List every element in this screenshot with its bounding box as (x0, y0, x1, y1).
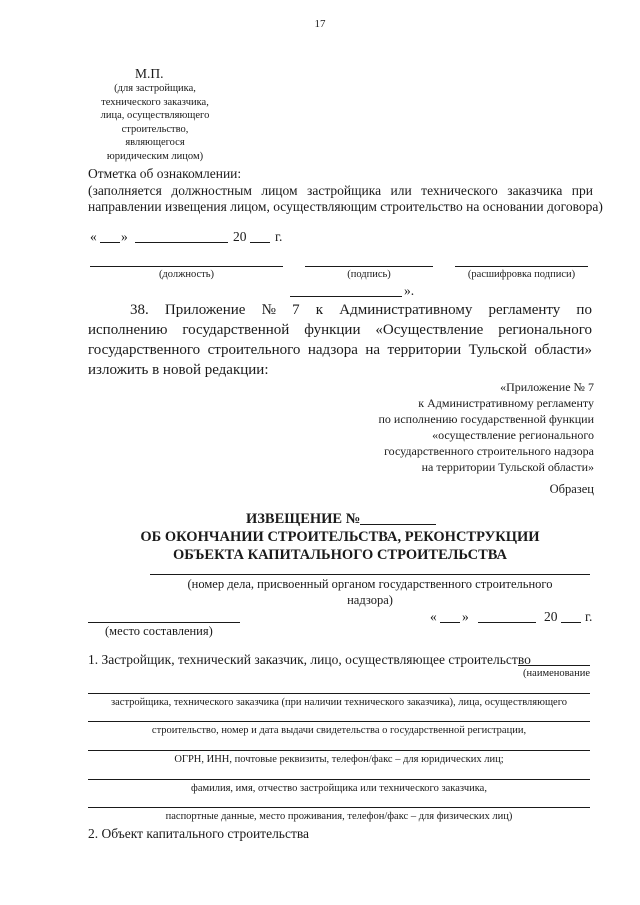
seal-note-line: (для застройщика, (114, 83, 196, 94)
ack-day-line (100, 242, 120, 243)
section1-title: 1. Застройщик, технический заказчик, лицо, осуществляющее строительство (88, 652, 531, 667)
clause-word: Административному (339, 302, 473, 318)
acknowledgement-title: Отметка об ознакомлении: (88, 166, 242, 181)
signature-decoding-line (455, 266, 588, 267)
case-number-line (150, 574, 590, 575)
notice-title1: ИЗВЕЩЕНИЕ № (246, 511, 361, 527)
section1-caption: (наименование (523, 668, 590, 679)
seal-label: М.П. (135, 66, 164, 81)
notice-day-line (440, 622, 460, 623)
section1-caption: ОГРН, ИНН, почтовые реквизиты, телефон/факс – для юридических лиц; (174, 754, 504, 765)
notice-date-year: 20 (544, 609, 558, 624)
ack-date-year: 20 (233, 229, 247, 244)
clause-line1 (130, 302, 592, 319)
seal-note-line: являющегося (125, 137, 185, 148)
notice-title2: ОБ ОКОНЧАНИИ СТРОИТЕЛЬСТВА, РЕКОНСТРУКЦИИ (140, 529, 540, 545)
section2-title: 2. Объект капитального строительства (88, 826, 310, 841)
notice-date-suffix: г. (585, 609, 593, 624)
ack-date-mid: » (121, 229, 128, 244)
clause-word: регламенту (488, 302, 561, 318)
clause-number: 38. (130, 302, 149, 318)
section1-caption: фамилия, имя, отчество застройщика или технического заказчика, (191, 783, 487, 794)
seal-note-line: технического заказчика, (101, 96, 209, 108)
appendix-header-line: «Приложение № 7 (500, 380, 594, 394)
seal-note-line: лица, осуществляющего (100, 110, 210, 121)
section1-line (88, 750, 590, 751)
section1-line (88, 779, 590, 780)
notice-date-open: « (430, 609, 437, 624)
clause-word: Приложение (164, 302, 246, 318)
clause-word: к (315, 302, 324, 318)
signature-caption: (подпись) (347, 269, 391, 280)
clause-word: № (261, 302, 276, 318)
appendix-header-line: на территории Тульской области» (421, 460, 594, 474)
section1-first-line (518, 665, 590, 666)
signature-decoding-caption: (расшифровка подписи) (467, 269, 576, 280)
section1-line (88, 721, 590, 722)
seal-note-line: строительство, (121, 123, 189, 135)
position-caption: (должность) (158, 269, 215, 280)
closing-line (290, 296, 402, 297)
section1-caption: строительство, номер и дата выдачи свидетельства о государственной регистрации, (151, 725, 527, 736)
seal-note (100, 82, 210, 163)
page-number: 17 (314, 18, 326, 30)
seal-note-line: юридическим лицом) (106, 150, 204, 162)
notice-month-line (478, 622, 536, 623)
position-line (90, 266, 283, 267)
notice-date-mid: » (462, 609, 469, 624)
appendix-header-line: к Административному регламенту (418, 396, 594, 410)
notice-number-line (360, 524, 436, 525)
place-caption: (место составления) (105, 624, 213, 638)
clause-word: по (576, 302, 592, 318)
case-caption1: (номер дела, присвоенный органом государственного строительного (187, 577, 553, 591)
clause-line3: государственного строительного надзора на территории Тульской области» (88, 342, 592, 358)
clause-line4: изложить в новой редакции: (88, 362, 269, 378)
section1-line (88, 807, 590, 808)
sample-label: Образец (549, 482, 594, 496)
section1-caption: застройщика, технического заказчика (при наличии технического заказчика), лица, осуществляющего (110, 697, 568, 708)
section1-caption: паспортные данные, место проживания, телефон/факс – для физических лиц) (165, 811, 513, 822)
case-caption2: надзора) (347, 593, 393, 607)
clause-word: 7 (292, 302, 300, 318)
appendix-header-line: государственного строительного надзора (384, 444, 594, 458)
signature-line (305, 266, 433, 267)
clause-line2: исполнению государственной функции «Осуществление регионального (88, 322, 592, 338)
ack-date-open: « (90, 229, 97, 244)
place-line (88, 622, 240, 623)
notice-title3: ОБЪЕКТА КАПИТАЛЬНОГО СТРОИТЕЛЬСТВА (173, 547, 507, 563)
acknowledgement-line1: (заполняется должностным лицом застройщика или технического заказчика при (88, 183, 593, 198)
section1-line (88, 693, 590, 694)
closing-quote: ». (404, 283, 415, 298)
notice-year-line (561, 622, 581, 623)
appendix-header-line: по исполнению государственной функции (378, 412, 594, 426)
appendix-header (330, 379, 594, 475)
appendix-header-line: «осуществление регионального (432, 428, 594, 442)
ack-date-suffix: г. (275, 229, 283, 244)
ack-month-line (135, 242, 228, 243)
ack-year-line (250, 242, 270, 243)
acknowledgement-line2: направлении извещения лицом, осуществляющим строительство на основании договора) (88, 199, 603, 214)
